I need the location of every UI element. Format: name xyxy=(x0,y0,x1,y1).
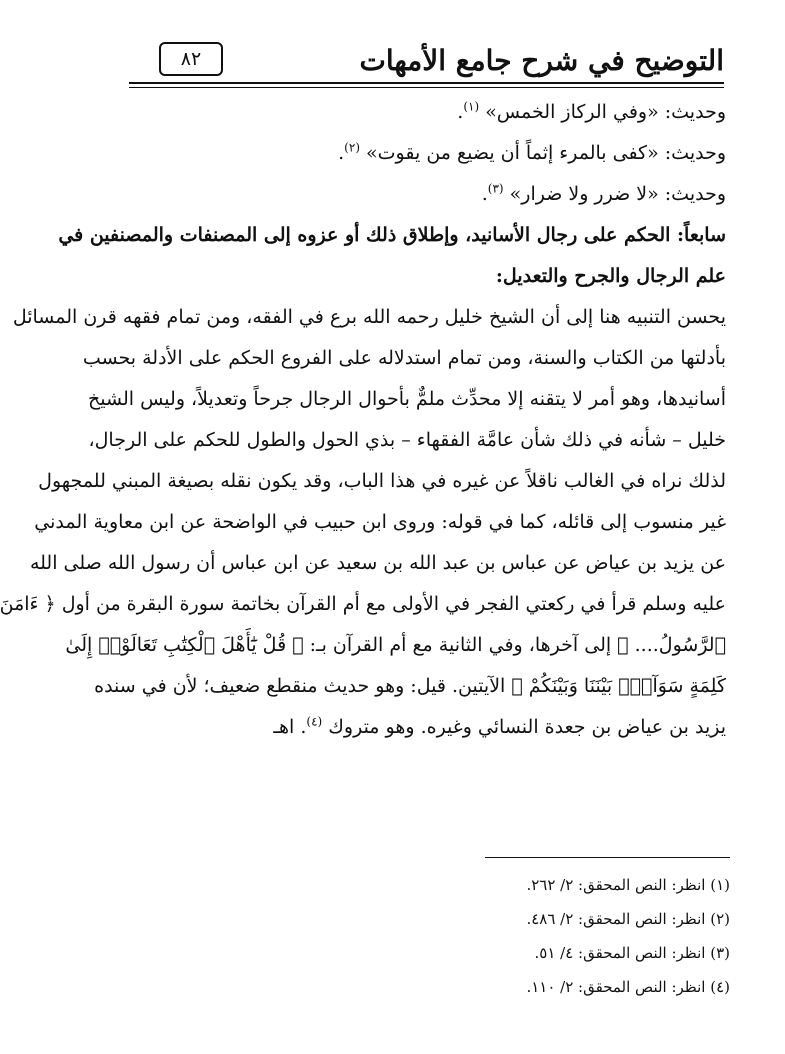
paragraph-line: غير منسوب إلى قائله، كما في قوله: وروى ابن حبيب في الواضحة عن ابن معاوية المدني xyxy=(34,511,726,533)
paragraph-last-line: يزيد بن عياض بن جعدة النسائي وغيره. وهو متروك $^{(٤)}$. اهـ xyxy=(273,714,726,738)
footnote-ref: (٤) xyxy=(306,714,323,729)
hadith-line: وحديث: «لا ضرر ولا ضرار» $^{(٣)}$. xyxy=(481,181,726,205)
paragraph-line: أسانيدها، وهو أمر لا يتقنه إلا محدِّث ملمٌّ بأحوال الرجال جرحاً وتعديلاً، وليس الشيخ xyxy=(88,388,726,410)
paragraph-line: يحسن التنبيه هنا إلى أن الشيخ خليل رحمه الله برع في الفقه، ومن تمام فقهه قرن المسائل xyxy=(12,306,726,328)
paragraph-line: بأدلتها من الكتاب والسنة، ومن تمام استدلاله على الفروع الحكم على الأدلة بحسب xyxy=(82,347,726,369)
section-heading: سابعاً: الحكم على رجال الأسانيد، وإطلاق ذلك أو عزوه إلى المصنفات والمصنفين في xyxy=(58,224,726,246)
paragraph-line: عن يزيد بن عياض عن عباس بن عبد الله بن سعيد عن ابن عباس أن رسول الله صلى الله xyxy=(29,552,726,574)
footnote-item: (٣) انظر: النص المحقق: ٤/ ٥١. xyxy=(534,944,730,962)
header-divider-thin xyxy=(129,87,724,88)
footnote-item: (٢) انظر: النص المحقق: ٢/ ٤٨٦. xyxy=(526,910,730,928)
main-text xyxy=(0,92,726,748)
footnotes xyxy=(230,868,730,1004)
page-number: ٨٢ xyxy=(159,42,223,76)
paragraph-line: عليه وسلم قرأ في ركعتي الفجر في الأولى مع أم القرآن بخاتمة سورة البقرة من أول ﴿ ءَامَنَ xyxy=(0,593,726,615)
footnote-item: (٤) انظر: النص المحقق: ٢/ ١١٠. xyxy=(526,978,730,996)
book-title: التوضيح في شرح جامع الأمهات xyxy=(359,44,724,77)
paragraph-line: كَلِمَةٍ سَوَآءٍۭ بَيْنَنَا وَبَيْنَكُمْ ﴾ الآيتين. قيل: وهو حديث منقطع ضعيف؛ لأن في سنده xyxy=(94,675,726,697)
footnote-item: (١) انظر: النص المحقق: ٢/ ٢٦٢. xyxy=(526,876,730,894)
paragraph-line: خليل – شأنه في ذلك شأن عامَّة الفقهاء – بذي الحول والطول للحكم على الرجال، xyxy=(88,429,726,451)
hadith-line: وحديث: «كفى بالمرء إثماً أن يضيع من يقوت» $^{(٢)}$. xyxy=(338,140,726,164)
footnote-ref: (٢) xyxy=(344,140,360,155)
header-divider xyxy=(129,82,724,84)
hadith-line: وحديث: «وفي الركاز الخمس» $^{(١)}$. xyxy=(457,99,726,123)
section-heading: علم الرجال والجرح والتعديل: xyxy=(495,265,726,287)
paragraph-line: ٱلرَّسُولُ.... ﴾ إلى آخرها، وفي الثانية مع أم القرآن بـ: ﴿ قُلْ يَٰٓأَهْلَ ٱلْكِتَٰبِ تَعَالَوْا۟ إِلَىٰ xyxy=(65,634,726,656)
page-header xyxy=(129,38,724,84)
footnote-ref: (٣) xyxy=(487,181,504,196)
paragraph-line: لذلك نراه في الغالب ناقلاً عن غيره في هذا الباب، وقد يكون نقله بصيغة المبني للمجهول xyxy=(38,470,726,492)
footnote-ref: (١) xyxy=(463,99,480,114)
footnote-divider xyxy=(485,857,730,858)
